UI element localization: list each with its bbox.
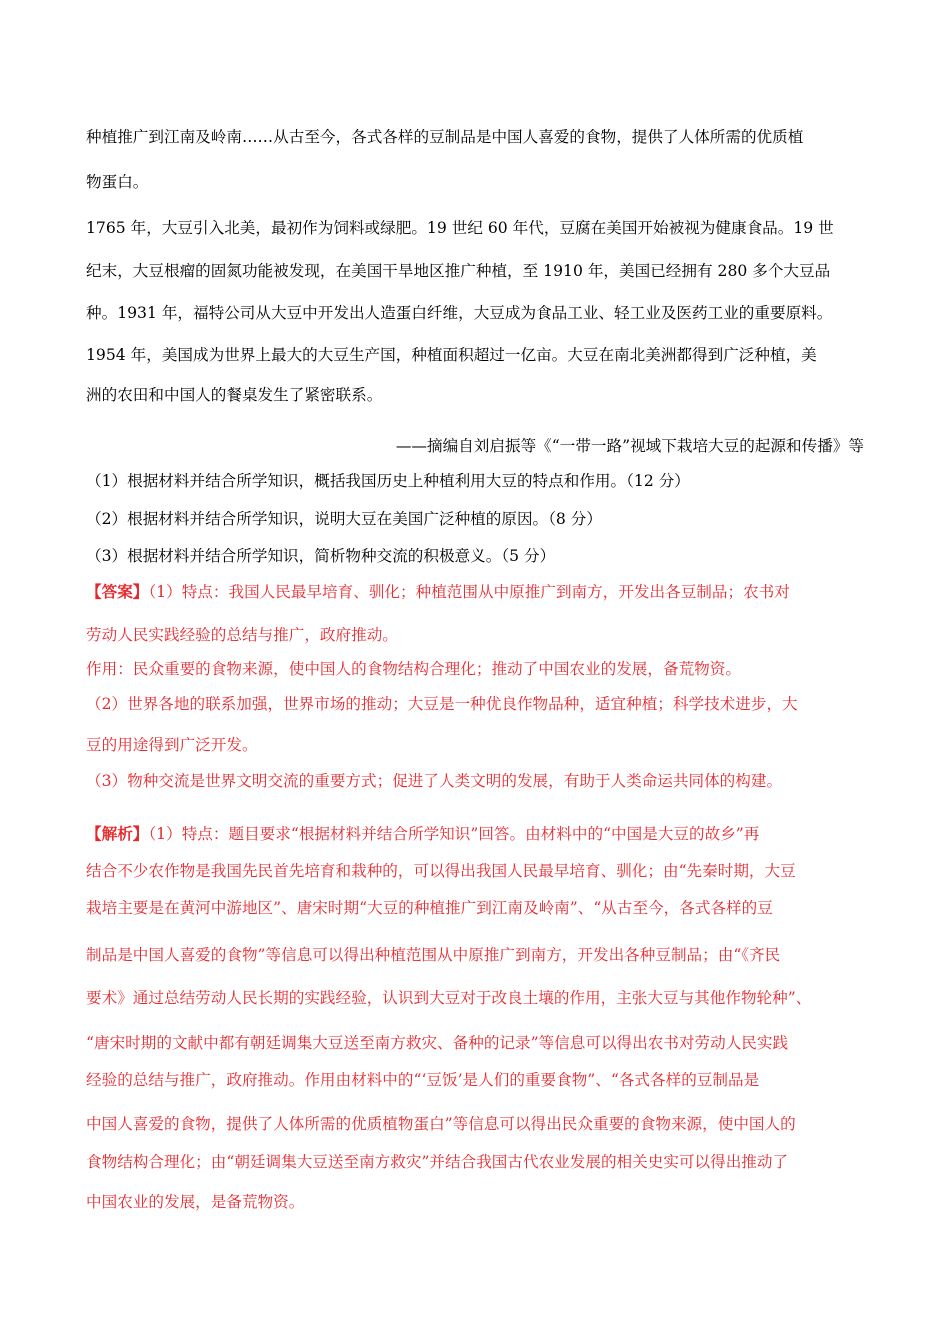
answer-line-1: [86, 581, 876, 603]
analysis-line-9: 食物结构合理化；由“朝廷调集大豆送至南方救灾”并结合我国古代农业发展的相关史实可以得出推动了: [86, 1153, 789, 1171]
answer-line-3: 作用：民众重要的食物来源，使中国人的食物结构合理化；推动了中国农业的发展，备荒物资。: [86, 660, 741, 678]
material-line-4: 1954 年，美国成为世界上最大的大豆生产国，种植面积超过一亿亩。大豆在南北美洲都得到广泛种植，美: [86, 346, 817, 364]
question-1: （1）根据材料并结合所学知识，概括我国历史上种植利用大豆的特点和作用。（12 分）: [86, 472, 690, 490]
answer-line-2: 劳动人民实践经验的总结与推广，政府推动。: [86, 626, 398, 644]
analysis-line-1: [86, 823, 876, 845]
answer-line-6: （3）物种交流是世界文明交流的重要方式；促进了人类文明的发展，有助于人类命运共同体的构建。: [86, 772, 783, 790]
material-line-2: 纪末，大豆根瘤的固氮功能被发现，在美国干旱地区推广种植，至 1910 年，美国已经拥有 280 多个大豆品: [86, 262, 831, 280]
question-3: （3）根据材料并结合所学知识，简析物种交流的积极意义。（5 分）: [86, 547, 556, 565]
material-line-3: 种。1931 年，福特公司从大豆中开发出人造蛋白纤维，大豆成为食品工业、轻工业及医药工业的重要原料。: [86, 304, 833, 322]
analysis-text-1: （1）特点：题目要求“根据材料并结合所学知识”回答。由材料中的“中国是大豆的故乡”再: [148, 825, 760, 843]
answer-line-4: （2）世界各地的联系加强，世界市场的推动；大豆是一种优良作物品种，适宜种植；科学技术进步，大: [86, 695, 798, 713]
intro-line-2: 物蛋白。: [86, 173, 149, 191]
answer-text-1: （1）特点：我国人民最早培育、驯化；种植范围从中原推广到南方，开发出各豆制品；农书对: [148, 583, 790, 601]
analysis-line-5: 要术》通过总结劳动人民长期的实践经验，认识到大豆对于改良土壤的作用，主张大豆与其他作物轮种”、: [86, 989, 812, 1007]
analysis-line-3: 栽培主要是在黄河中游地区”、唐宋时期“大豆的种植推广到江南及岭南”、“从古至今，各式各样的豆: [86, 899, 773, 917]
analysis-line-2: 结合不少农作物是我国先民首先培育和栽种的，可以得出我国人民最早培育、驯化；由“先秦时期，大豆: [86, 862, 796, 880]
answer-label: 【答案】: [86, 582, 149, 601]
source-citation: ——摘编自刘启振等《“一带一路”视域下栽培大豆的起源和传播》等: [395, 437, 864, 455]
analysis-line-6: “唐宋时期的文献中都有朝廷调集大豆送至南方救灾、备种的记录”等信息可以得出农书对劳动人民实践: [86, 1034, 789, 1052]
analysis-line-4: 制品是中国人喜爱的食物”等信息可以得出种植范围从中原推广到南方，开发出各种豆制品；由“《齐民: [86, 946, 781, 964]
question-2: （2）根据材料并结合所学知识，说明大豆在美国广泛种植的原因。（8 分）: [86, 510, 602, 528]
material-line-5: 洲的农田和中国人的餐桌发生了紧密联系。: [86, 386, 383, 404]
answer-line-5: 豆的用途得到广泛开发。: [86, 736, 258, 754]
analysis-line-10: 中国农业的发展，是备荒物资。: [86, 1193, 305, 1211]
material-line-1: 1765 年，大豆引入北美，最初作为饲料或绿肥。19 世纪 60 年代，豆腐在美国开始被视为健康食品。19 世: [86, 219, 834, 237]
analysis-label: 【解析】: [86, 824, 149, 843]
analysis-line-7: 经验的总结与推广，政府推动。作用由材料中的“‘豆饭’是人们的重要食物”、“各式各样的豆制品是: [86, 1071, 760, 1089]
analysis-line-8: 中国人喜爱的食物，提供了人体所需的优质植物蛋白”等信息可以得出民众重要的食物来源，使中国人的: [86, 1115, 796, 1133]
intro-line-1: 种植推广到江南及岭南……从古至今，各式各样的豆制品是中国人喜爱的食物，提供了人体所需的优质植: [86, 128, 804, 146]
